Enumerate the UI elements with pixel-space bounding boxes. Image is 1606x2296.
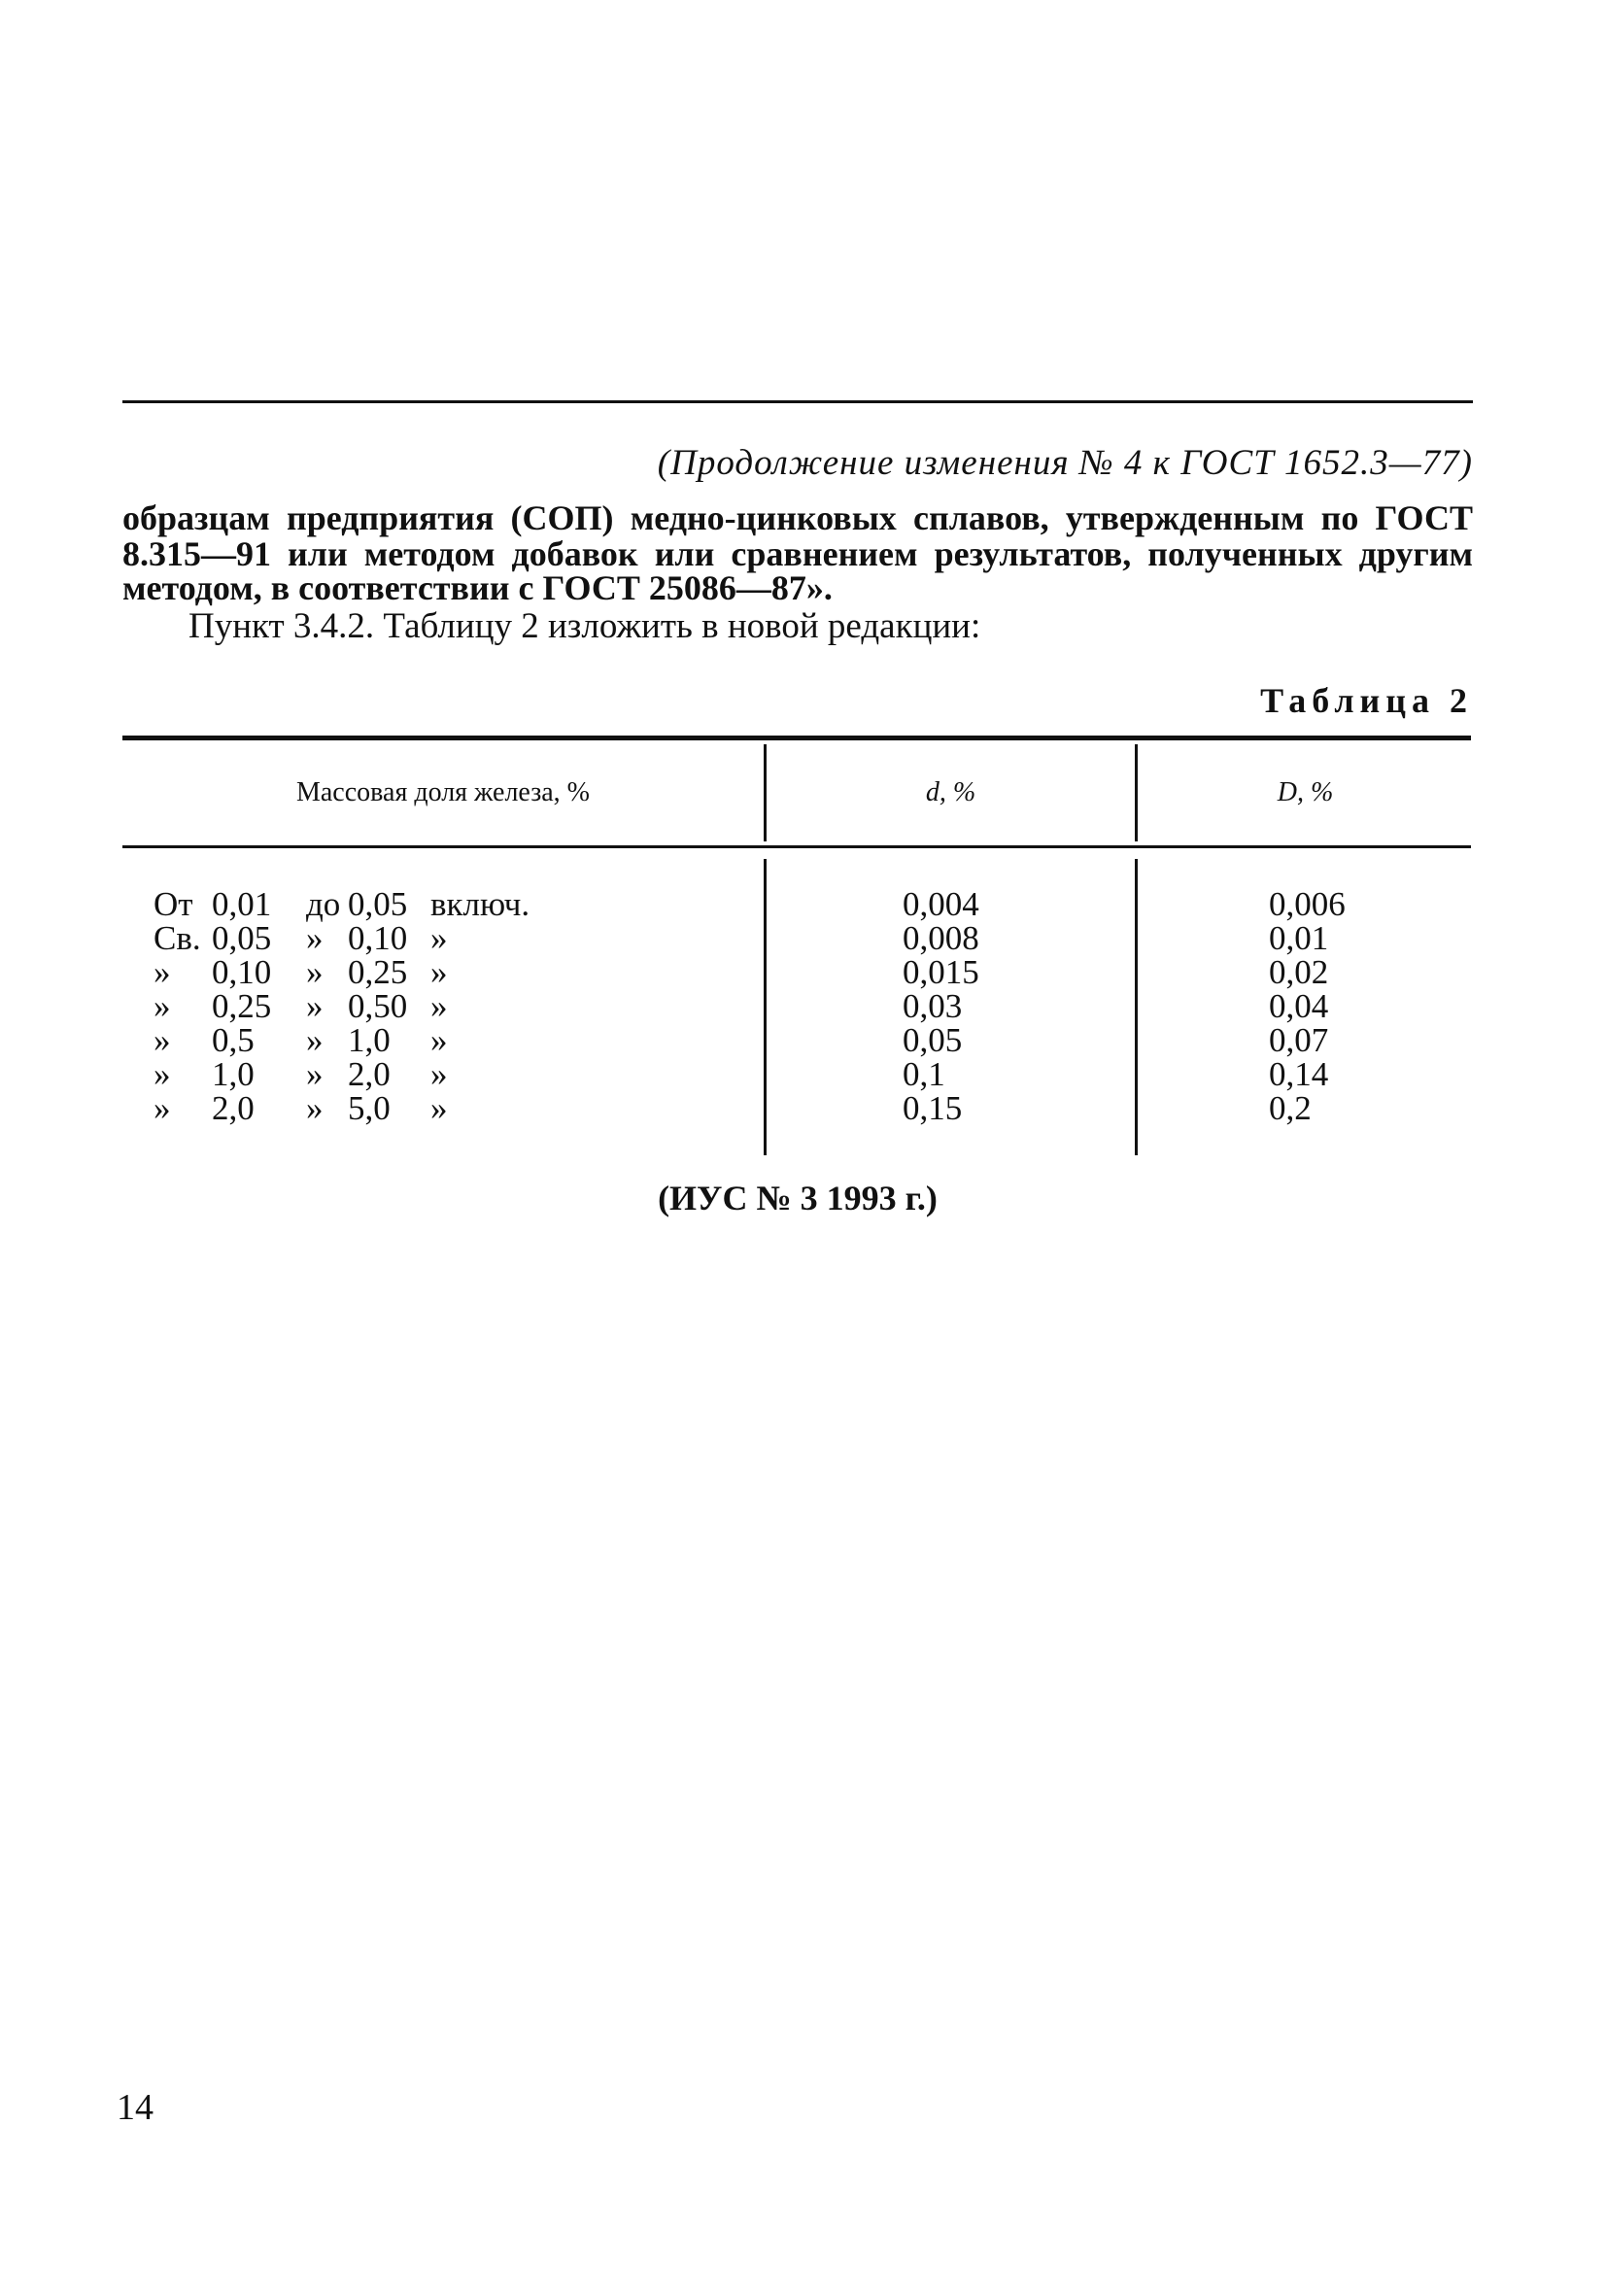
row-range-separator: » [306, 1055, 324, 1093]
row-d-value: 0,05 [903, 1021, 963, 1059]
row-suffix: » [430, 987, 448, 1025]
row-D-value: 0,2 [1269, 1089, 1312, 1127]
body-line-1: образцам предприятия (СОП) медно-цинковых сплавов, утвержденным по ГОСТ [122, 498, 1473, 537]
row-D-value: 0,14 [1269, 1055, 1329, 1093]
row-range-separator: » [306, 919, 324, 957]
row-range-from: 2,0 [212, 1089, 255, 1127]
table-caption: Таблица 2 [1260, 681, 1473, 720]
row-suffix: » [430, 953, 448, 991]
body-line-4: Пункт 3.4.2. Таблицу 2 изложить в новой редакции: [188, 606, 981, 646]
row-range-to: 1,0 [348, 1021, 391, 1059]
row-range-from: 0,01 [212, 885, 272, 923]
row-range-separator: до [306, 885, 341, 923]
row-d-value: 0,004 [903, 885, 979, 923]
row-range-from: 0,10 [212, 953, 272, 991]
row-suffix: » [430, 1055, 448, 1093]
header-mass-fraction: Массовая доля железа, % [295, 777, 591, 807]
row-d-value: 0,008 [903, 919, 979, 957]
row-D-value: 0,02 [1269, 953, 1329, 991]
header-D: D, % [1277, 777, 1334, 807]
row-range-separator: » [306, 953, 324, 991]
page-number: 14 [117, 2087, 154, 2128]
row-d-value: 0,1 [903, 1055, 945, 1093]
row-prefix: Св. [154, 919, 201, 957]
row-suffix: включ. [430, 885, 530, 923]
row-prefix: От [154, 885, 193, 923]
row-range-from: 1,0 [212, 1055, 255, 1093]
row-range-to: 0,05 [348, 885, 408, 923]
body-line-2: 8.315—91 или методом добавок или сравнением результатов, полученных другим [122, 534, 1473, 573]
column-divider [1135, 859, 1138, 1155]
row-prefix: » [154, 1089, 171, 1127]
row-range-from: 0,5 [212, 1021, 255, 1059]
row-range-to: 0,10 [348, 919, 408, 957]
row-d-value: 0,015 [903, 953, 979, 991]
row-D-value: 0,04 [1269, 987, 1329, 1025]
table-top-rule [122, 736, 1471, 740]
row-D-value: 0,01 [1269, 919, 1329, 957]
source-note: (ИУС № 3 1993 г.) [658, 1179, 938, 1217]
header-d: d, % [925, 777, 976, 807]
row-prefix: » [154, 1021, 171, 1059]
row-prefix: » [154, 987, 171, 1025]
row-range-to: 5,0 [348, 1089, 391, 1127]
row-range-separator: » [306, 1021, 324, 1059]
continuation-heading: (Продолжение изменения № 4 к ГОСТ 1652.3—77) [657, 443, 1473, 483]
row-range-to: 0,25 [348, 953, 408, 991]
row-range-separator: » [306, 987, 324, 1025]
row-suffix: » [430, 919, 448, 957]
row-range-to: 2,0 [348, 1055, 391, 1093]
row-suffix: » [430, 1089, 448, 1127]
column-divider [764, 859, 767, 1155]
row-range-from: 0,25 [212, 987, 272, 1025]
row-prefix: » [154, 1055, 171, 1093]
body-line-3: методом, в соответствии с ГОСТ 25086—87». [122, 568, 833, 607]
row-d-value: 0,15 [903, 1089, 963, 1127]
row-D-value: 0,07 [1269, 1021, 1329, 1059]
row-suffix: » [430, 1021, 448, 1059]
row-d-value: 0,03 [903, 987, 963, 1025]
row-range-from: 0,05 [212, 919, 272, 957]
row-range-to: 0,50 [348, 987, 408, 1025]
row-D-value: 0,006 [1269, 885, 1346, 923]
table-header-rule [122, 845, 1471, 848]
row-range-separator: » [306, 1089, 324, 1127]
top-rule [122, 400, 1473, 403]
row-prefix: » [154, 953, 171, 991]
